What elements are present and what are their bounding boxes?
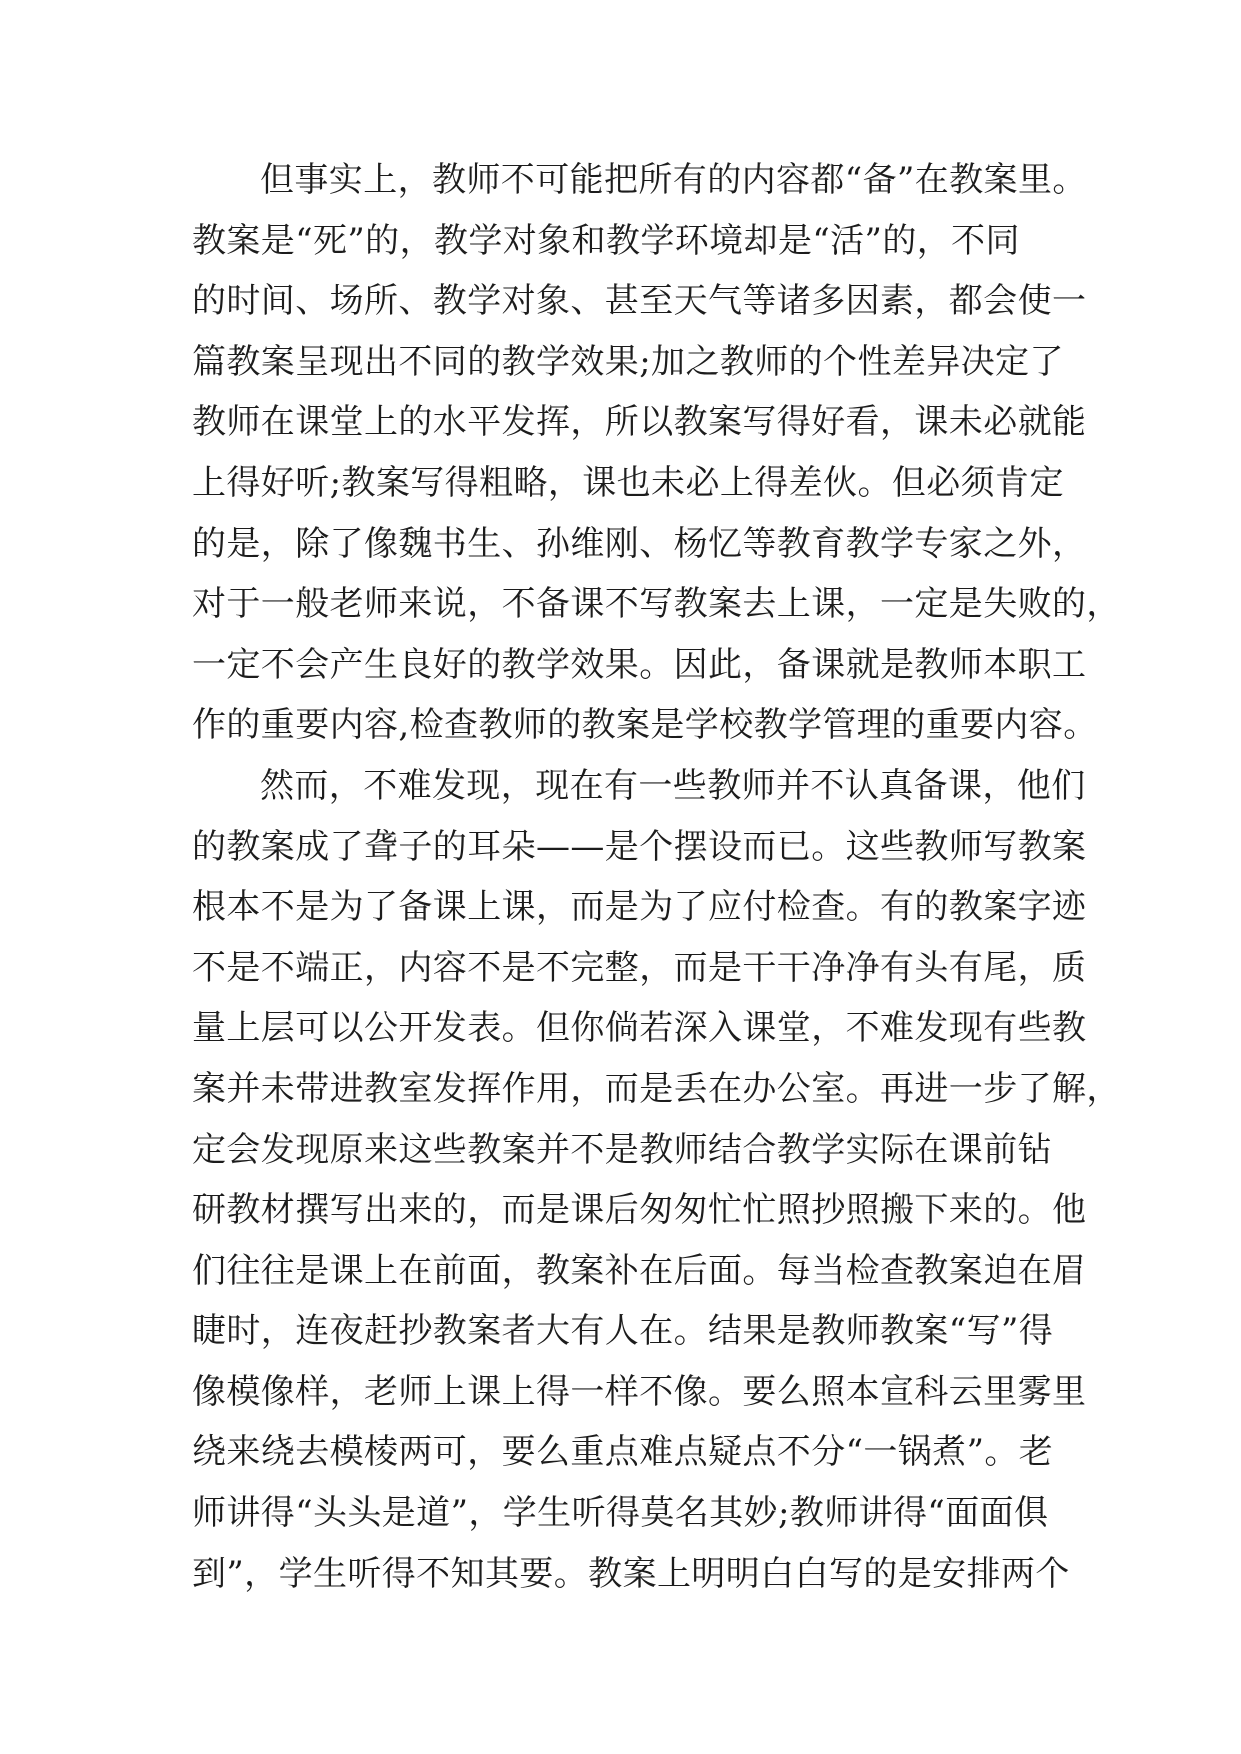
- text-line: 根本不是为了备课上课，而是为了应付检查。有的教案字迹: [192, 887, 1087, 928]
- text-line: 的教案成了聋子的耳朵——是个摆设而已。这些教师写教案: [192, 826, 1087, 867]
- paragraph-1: [192, 150, 1121, 756]
- text-line: 的是，除了像魏书生、孙维刚、杨忆等教育教学专家之外，: [192, 523, 1087, 564]
- text-line: 然而，不难发现，现在有一些教师并不认真备课，他们: [260, 765, 1086, 806]
- text-line: 不是不端正，内容不是不完整，而是干干净净有头有尾，质: [192, 947, 1087, 988]
- text-line: 对于一般老师来说，不备课不写教案去上课，一定是失败的，: [192, 584, 1121, 625]
- text-line: 到”，学生听得不知其要。教案上明明白白写的是安排两个: [192, 1553, 1070, 1594]
- text-line: 教师在课堂上的水平发挥，所以教案写得好看，课未必就能: [192, 402, 1087, 443]
- body-text: [192, 150, 1121, 1604]
- text-line: 上得好听;教案写得粗略，课也未必上得差伙。但必须肯定: [192, 462, 1064, 503]
- text-line: 案并未带进教室发挥作用，而是丢在办公室。再进一步了解，: [192, 1068, 1121, 1109]
- text-line: 们往往是课上在前面，教案补在后面。每当检查教案迫在眉: [192, 1250, 1087, 1291]
- text-line: 睫时，连夜赶抄教案者大有人在。结果是教师教案“写”得: [192, 1311, 1054, 1352]
- paragraph-2: [192, 756, 1121, 1604]
- text-line: 像模像样，老师上课上得一样不像。要么照本宣科云里雾里: [192, 1371, 1087, 1412]
- text-line: 一定不会产生良好的教学效果。因此，备课就是教师本职工: [192, 644, 1087, 685]
- text-line: 量上层可以公开发表。但你倘若深入课堂，不难发现有些教: [192, 1008, 1087, 1049]
- text-line: 研教材撰写出来的，而是课后匆匆忙忙照抄照搬下来的。他: [192, 1190, 1087, 1231]
- text-line: 的时间、场所、教学对象、甚至天气等诸多因素，都会使一: [192, 281, 1087, 322]
- text-line: 篇教案呈现出不同的教学效果;加之教师的个性差异决定了: [192, 341, 1064, 382]
- text-line: 定会发现原来这些教案并不是教师结合教学实际在课前钻: [192, 1129, 1052, 1170]
- text-line: 作的重要内容,检查教师的教案是学校教学管理的重要内容。: [192, 705, 1098, 746]
- text-line: 教案是“死”的，教学对象和教学环境却是“活”的，不同: [192, 220, 1020, 261]
- text-line: 师讲得“头头是道”，学生听得莫名其妙;教师讲得“面面俱: [192, 1493, 1049, 1534]
- text-line: 绕来绕去模棱两可，要么重点难点疑点不分“一锅煮”。老: [192, 1432, 1054, 1473]
- text-line: 但事实上，教师不可能把所有的内容都“备”在教案里。: [260, 160, 1087, 200]
